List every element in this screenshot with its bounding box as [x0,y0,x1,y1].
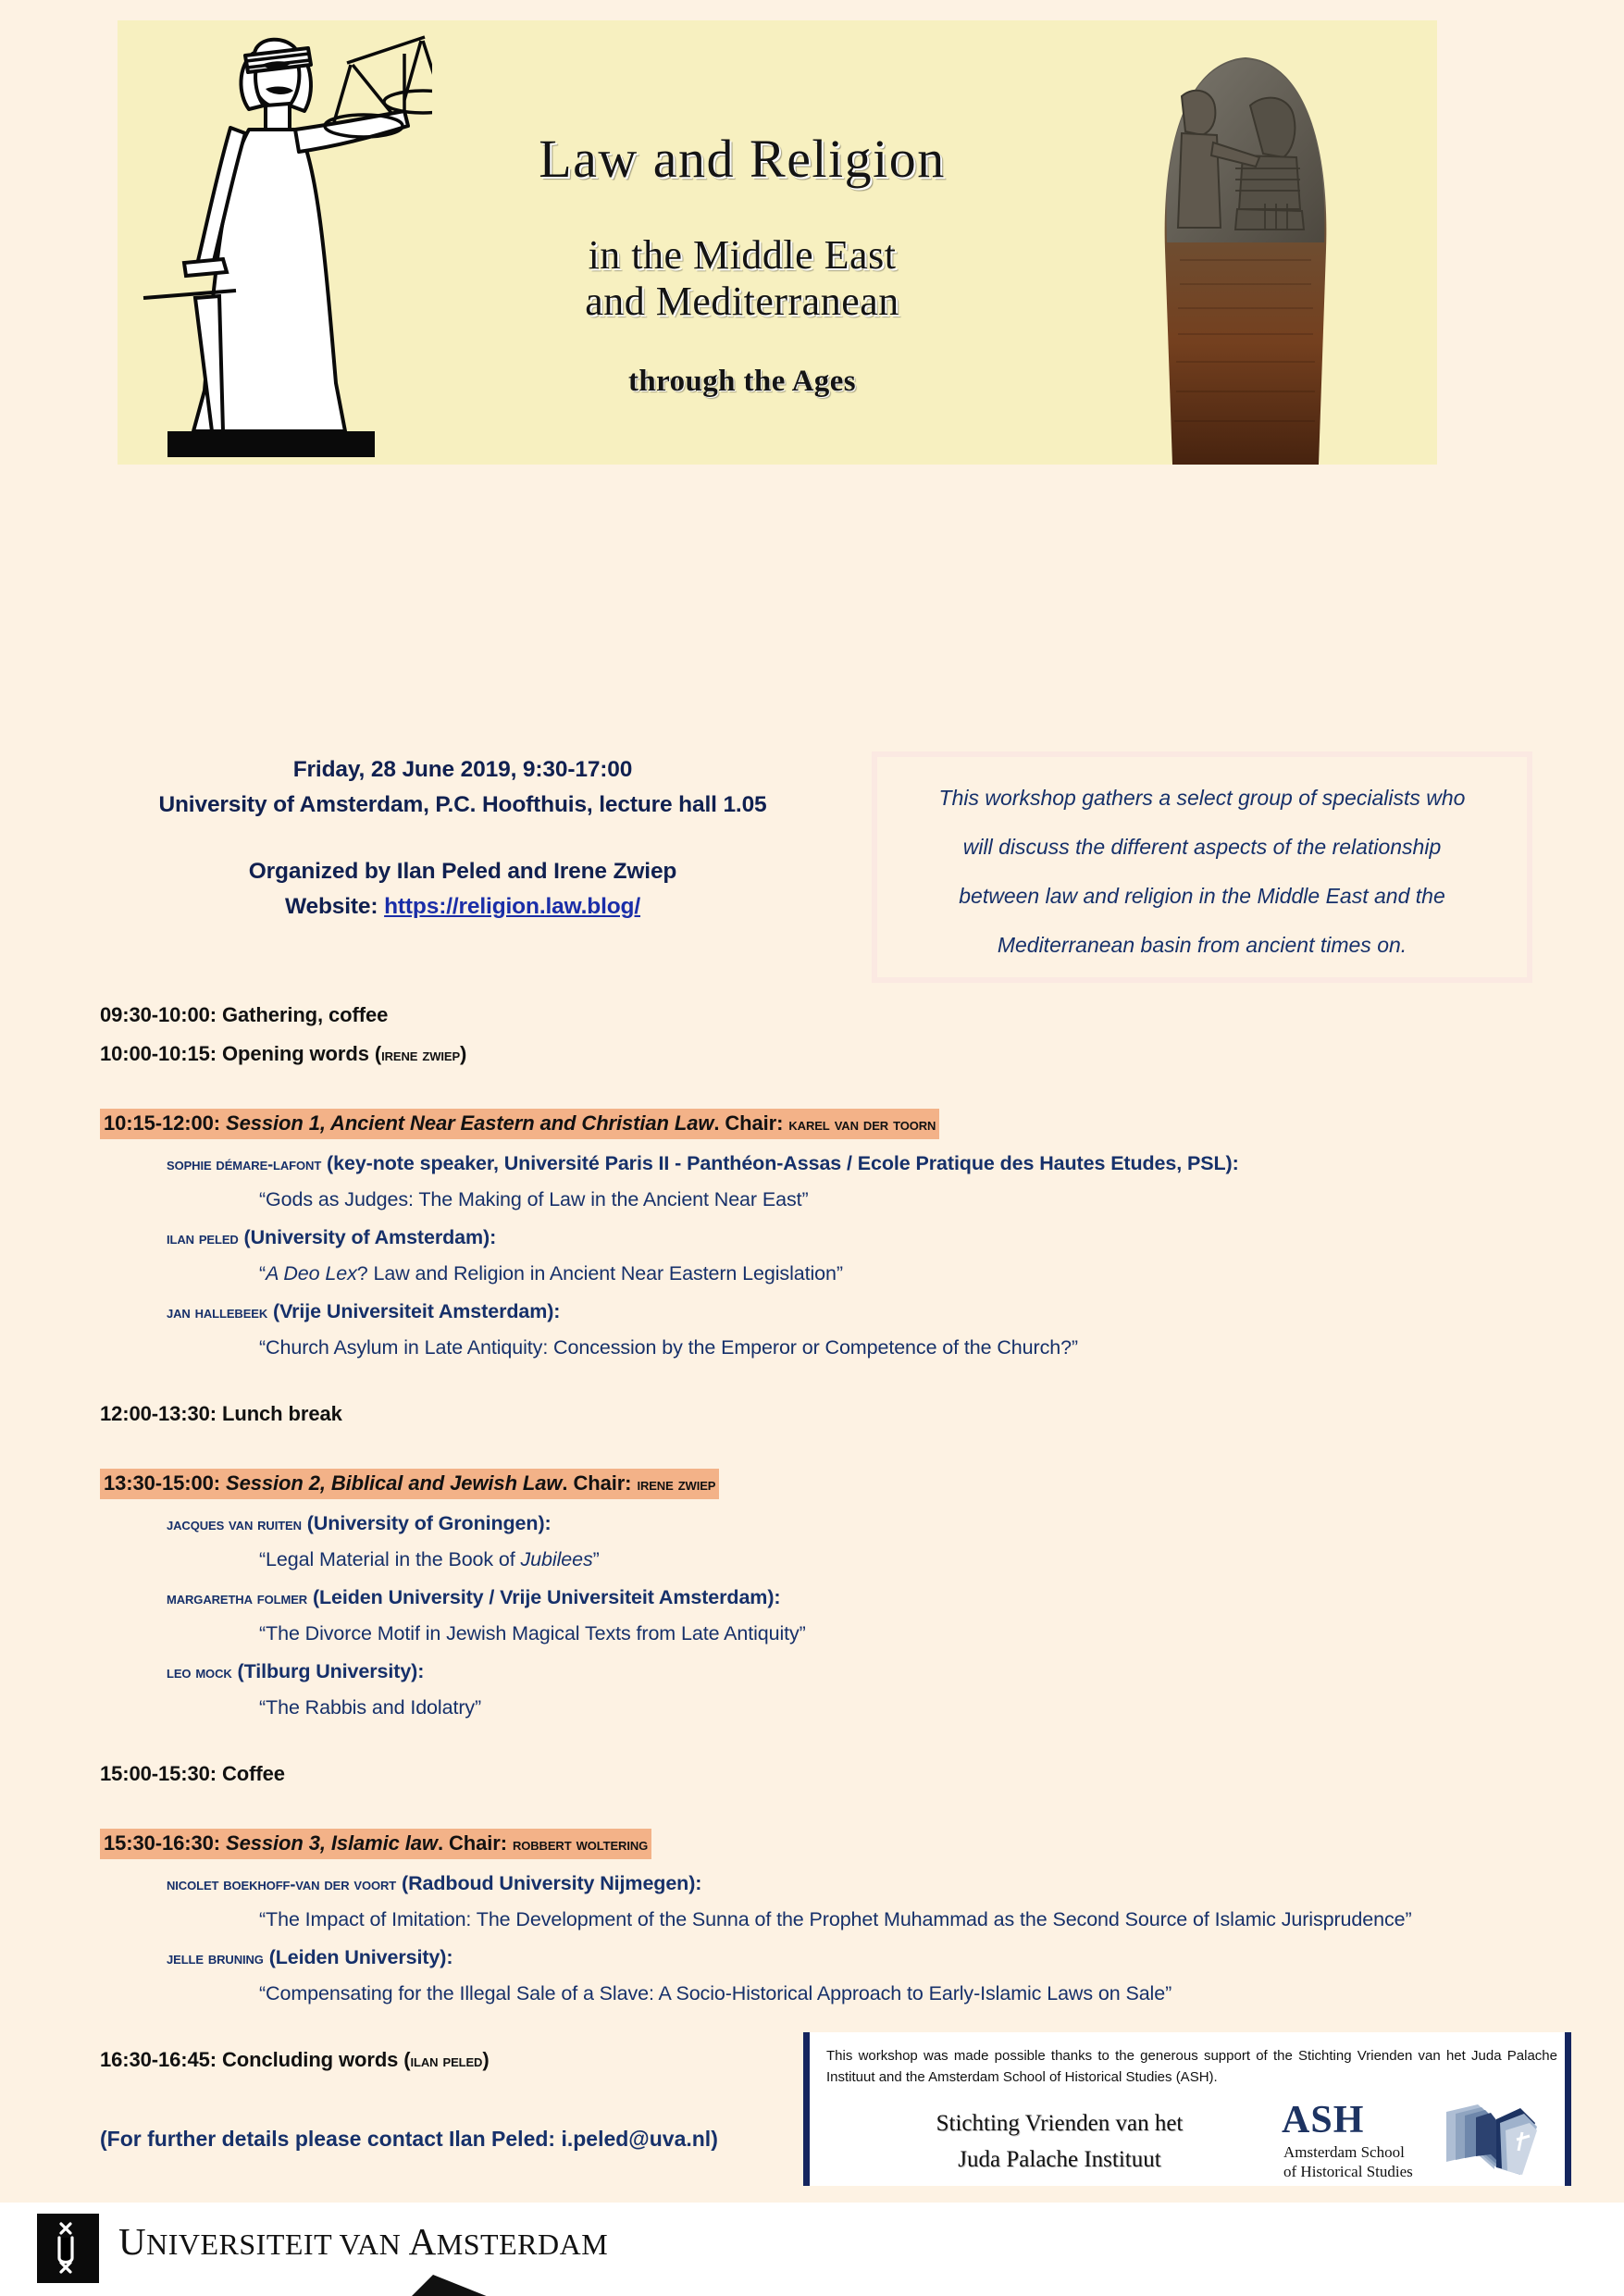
talk-title-italic: A Deo Lex [266,1262,357,1285]
uva-word-a: A [408,2220,437,2263]
talk-title [259,1908,1571,1931]
talk-title [259,1262,1571,1285]
footer-bar [0,2203,1624,2296]
talk-title [259,1548,1571,1571]
slot-label: Opening words ( [222,1042,382,1065]
subtitle-line-2: and Mediterranean [585,279,899,325]
slot-close: ) [460,1042,467,1065]
stichting-line-2: Juda Palache Instituut [958,2146,1161,2172]
program-item-coffee [100,1762,1571,1786]
session-time: 13:30-15:00: [104,1471,220,1495]
talk-title-pre: “The Divorce Motif in Jewish Magical Texts from Late Antiquity” [259,1622,806,1644]
event-info [93,757,833,929]
description-line-4: Mediterranean basin from ancient times on. [997,932,1407,957]
session-chair-label: . Chair: [562,1471,632,1495]
talk-title-pre: “Legal Material in the Book of [259,1548,521,1570]
speaker-affiliation: (key-note speaker, Université Paris II - Panthéon-Assas / Ecole Pratique des Hautes Etudes, PSL): [321,1152,1239,1174]
contact-line: (For further details please contact Ilan Peled: i.peled@uva.nl) [100,2127,718,2151]
slot-close: ) [482,2048,490,2071]
spacer [100,1801,1571,1829]
event-website-row [93,894,833,920]
open-book-icon [1441,2099,1541,2180]
page-tagline: through the Ages [628,365,856,399]
speaker-line [167,1586,1571,1609]
speaker-name: jelle bruning [167,1949,264,1967]
speaker-name: jacques van ruiten [167,1515,302,1533]
talk-title-pre: “Compensating for the Illegal Sale of a Slave: A Socio-Historical Approach to Early-Islamic Laws on Sale” [259,1982,1172,2004]
session-time: 10:15-12:00: [104,1111,220,1135]
spacer [100,1374,1571,1402]
description-line-3: between law and religion in the Middle East and the [959,883,1445,908]
speaker-affiliation: (Vrije Universiteit Amsterdam): [267,1300,561,1322]
speaker-affiliation: (Leiden University / Vrije Universiteit Amsterdam): [307,1586,781,1608]
talk-title-pre: “Church Asylum in Late Antiquity: Concession by the Emperor or Competence of the Church?” [259,1336,1078,1359]
session-2-header-row [100,1469,1571,1512]
uva-word-u: U [118,2220,147,2263]
uva-wordmark [118,2219,608,2264]
description-line-2: will discuss the different aspects of the relationship [962,834,1442,859]
lady-justice-icon [127,20,432,465]
speaker-line [167,1512,1571,1535]
slot-time: 09:30-10:00: [100,1003,217,1026]
spacer [100,1734,1571,1762]
uva-word-msterdam: MSTERDAM [436,2228,609,2261]
description-box [872,751,1532,983]
event-date-time: Friday, 28 June 2019, 9:30-17:00 [292,757,633,782]
program-item-gathering [100,1003,1571,1027]
speaker-name: leo mock [167,1663,232,1682]
speaker-name: margaretha folmer [167,1589,308,1607]
spacer [93,827,833,859]
stichting-logo [865,2106,1254,2178]
ash-acronym: ASH [1282,2099,1365,2141]
title-block [423,131,1061,399]
ash-subtitle [1283,2142,1413,2182]
session-chair: karel van der toorn [788,1114,936,1134]
speaker-line [167,1872,1571,1895]
slot-time: 15:00-15:30: [100,1762,217,1785]
speaker-affiliation: (University of Groningen): [301,1512,552,1534]
talk-title-pre: “Gods as Judges: The Making of Law in the Ancient Near East” [259,1188,809,1210]
speaker-affiliation: (Tilburg University): [231,1660,425,1682]
talk-title-italic: Jubilees [520,1548,593,1570]
website-label: Website: [284,894,378,919]
talk-title-pre: “The Impact of Imitation: The Development of the Sunna of the Prophet Muhammad as the Second Source of Islamic Jurisprudence” [259,1908,1412,1930]
spacer [100,1081,1571,1109]
talk-title [259,1336,1571,1359]
speaker-line [167,1300,1571,1323]
speaker-line [167,1946,1571,1969]
description-line-1: This workshop gathers a select group of specialists who [938,786,1466,810]
slot-person: ilan peled [410,2051,483,2070]
speaker-name: jan hallebeek [167,1303,268,1322]
speaker-line [167,1152,1571,1175]
session-title: Session 2, Biblical and Jewish Law [226,1471,563,1495]
page-subtitle [423,232,1061,326]
talk-title [259,1696,1571,1719]
hammurabi-stele-icon [1124,28,1367,465]
speaker-line [167,1660,1571,1683]
slot-person: irene zwiep [381,1045,461,1064]
speaker-affiliation: (Leiden University): [263,1946,453,1968]
header-banner [118,20,1437,465]
slot-label: Concluding words ( [222,2048,411,2071]
slot-time: 16:30-16:45: [100,2048,217,2071]
talk-title [259,1188,1571,1211]
speaker-name: nicolet boekhoff-van der voort [167,1875,397,1893]
session-time: 15:30-16:30: [104,1831,220,1855]
talk-title-pre: “ [259,1262,267,1285]
sponsor-box [803,2032,1571,2186]
slot-label: Coffee [222,1762,285,1785]
page-title: Law and Religion [539,129,946,189]
spacer [100,1441,1571,1469]
website-link[interactable]: https://religion.law.blog/ [384,894,641,919]
program-item-opening [100,1042,1571,1066]
speaker-name: ilan peled [167,1229,239,1247]
speaker-affiliation: (Radboud University Nijmegen): [396,1872,702,1894]
speaker-line [167,1226,1571,1249]
session-3-header [100,1829,651,1859]
talk-title-post: ” [592,1548,600,1570]
slot-time: 12:00-13:30: [100,1402,217,1425]
talk-title-post: ? Law and Religion in Ancient Near Eastern Legislation” [356,1262,843,1285]
event-venue: University of Amsterdam, P.C. Hoofthuis, lecture hall 1.05 [158,792,767,817]
session-chair: irene zwiep [637,1474,716,1494]
ash-subtitle-line-1: Amsterdam School [1283,2143,1405,2161]
sponsor-acknowledgement: This workshop was made possible thanks to the generous support of the Stichting Vrienden van het Juda Palache Instituut and the Amsterdam School of Historical Studies (ASH). [826,2048,1557,2086]
ash-subtitle-line-2: of Historical Studies [1283,2163,1413,2181]
event-organizers: Organized by Ilan Peled and Irene Zwiep [248,859,677,884]
session-1-header-row [100,1109,1571,1152]
session-1-header [100,1109,939,1139]
uva-word-niversiteit-van: NIVERSITEIT VAN [146,2228,409,2261]
program-schedule [100,1003,1571,2087]
slot-label: Lunch break [222,1402,342,1425]
ash-logo [1282,2101,1541,2180]
speaker-name: sophie démare-lafont [167,1155,322,1173]
stichting-line-1: Stichting Vrienden van het [936,2111,1184,2136]
talk-title [259,1982,1571,2005]
slot-label: Gathering, coffee [222,1003,389,1026]
talk-title-pre: “The Rabbis and Idolatry” [259,1696,482,1719]
session-2-header [100,1469,719,1499]
session-title: Session 3, Islamic law [226,1831,438,1855]
session-title: Session 1, Ancient Near Eastern and Christian Law [226,1111,714,1135]
speaker-affiliation: (University of Amsterdam): [238,1226,497,1248]
subtitle-line-1: in the Middle East [588,231,897,278]
session-chair-label: . Chair: [713,1111,784,1135]
program-item-lunch [100,1402,1571,1426]
talk-title [259,1622,1571,1645]
uva-crest-icon [37,2214,99,2283]
session-3-header-row [100,1829,1571,1872]
slot-time: 10:00-10:15: [100,1042,217,1065]
session-chair-label: . Chair: [437,1831,507,1855]
session-chair: robbert woltering [512,1834,649,1854]
